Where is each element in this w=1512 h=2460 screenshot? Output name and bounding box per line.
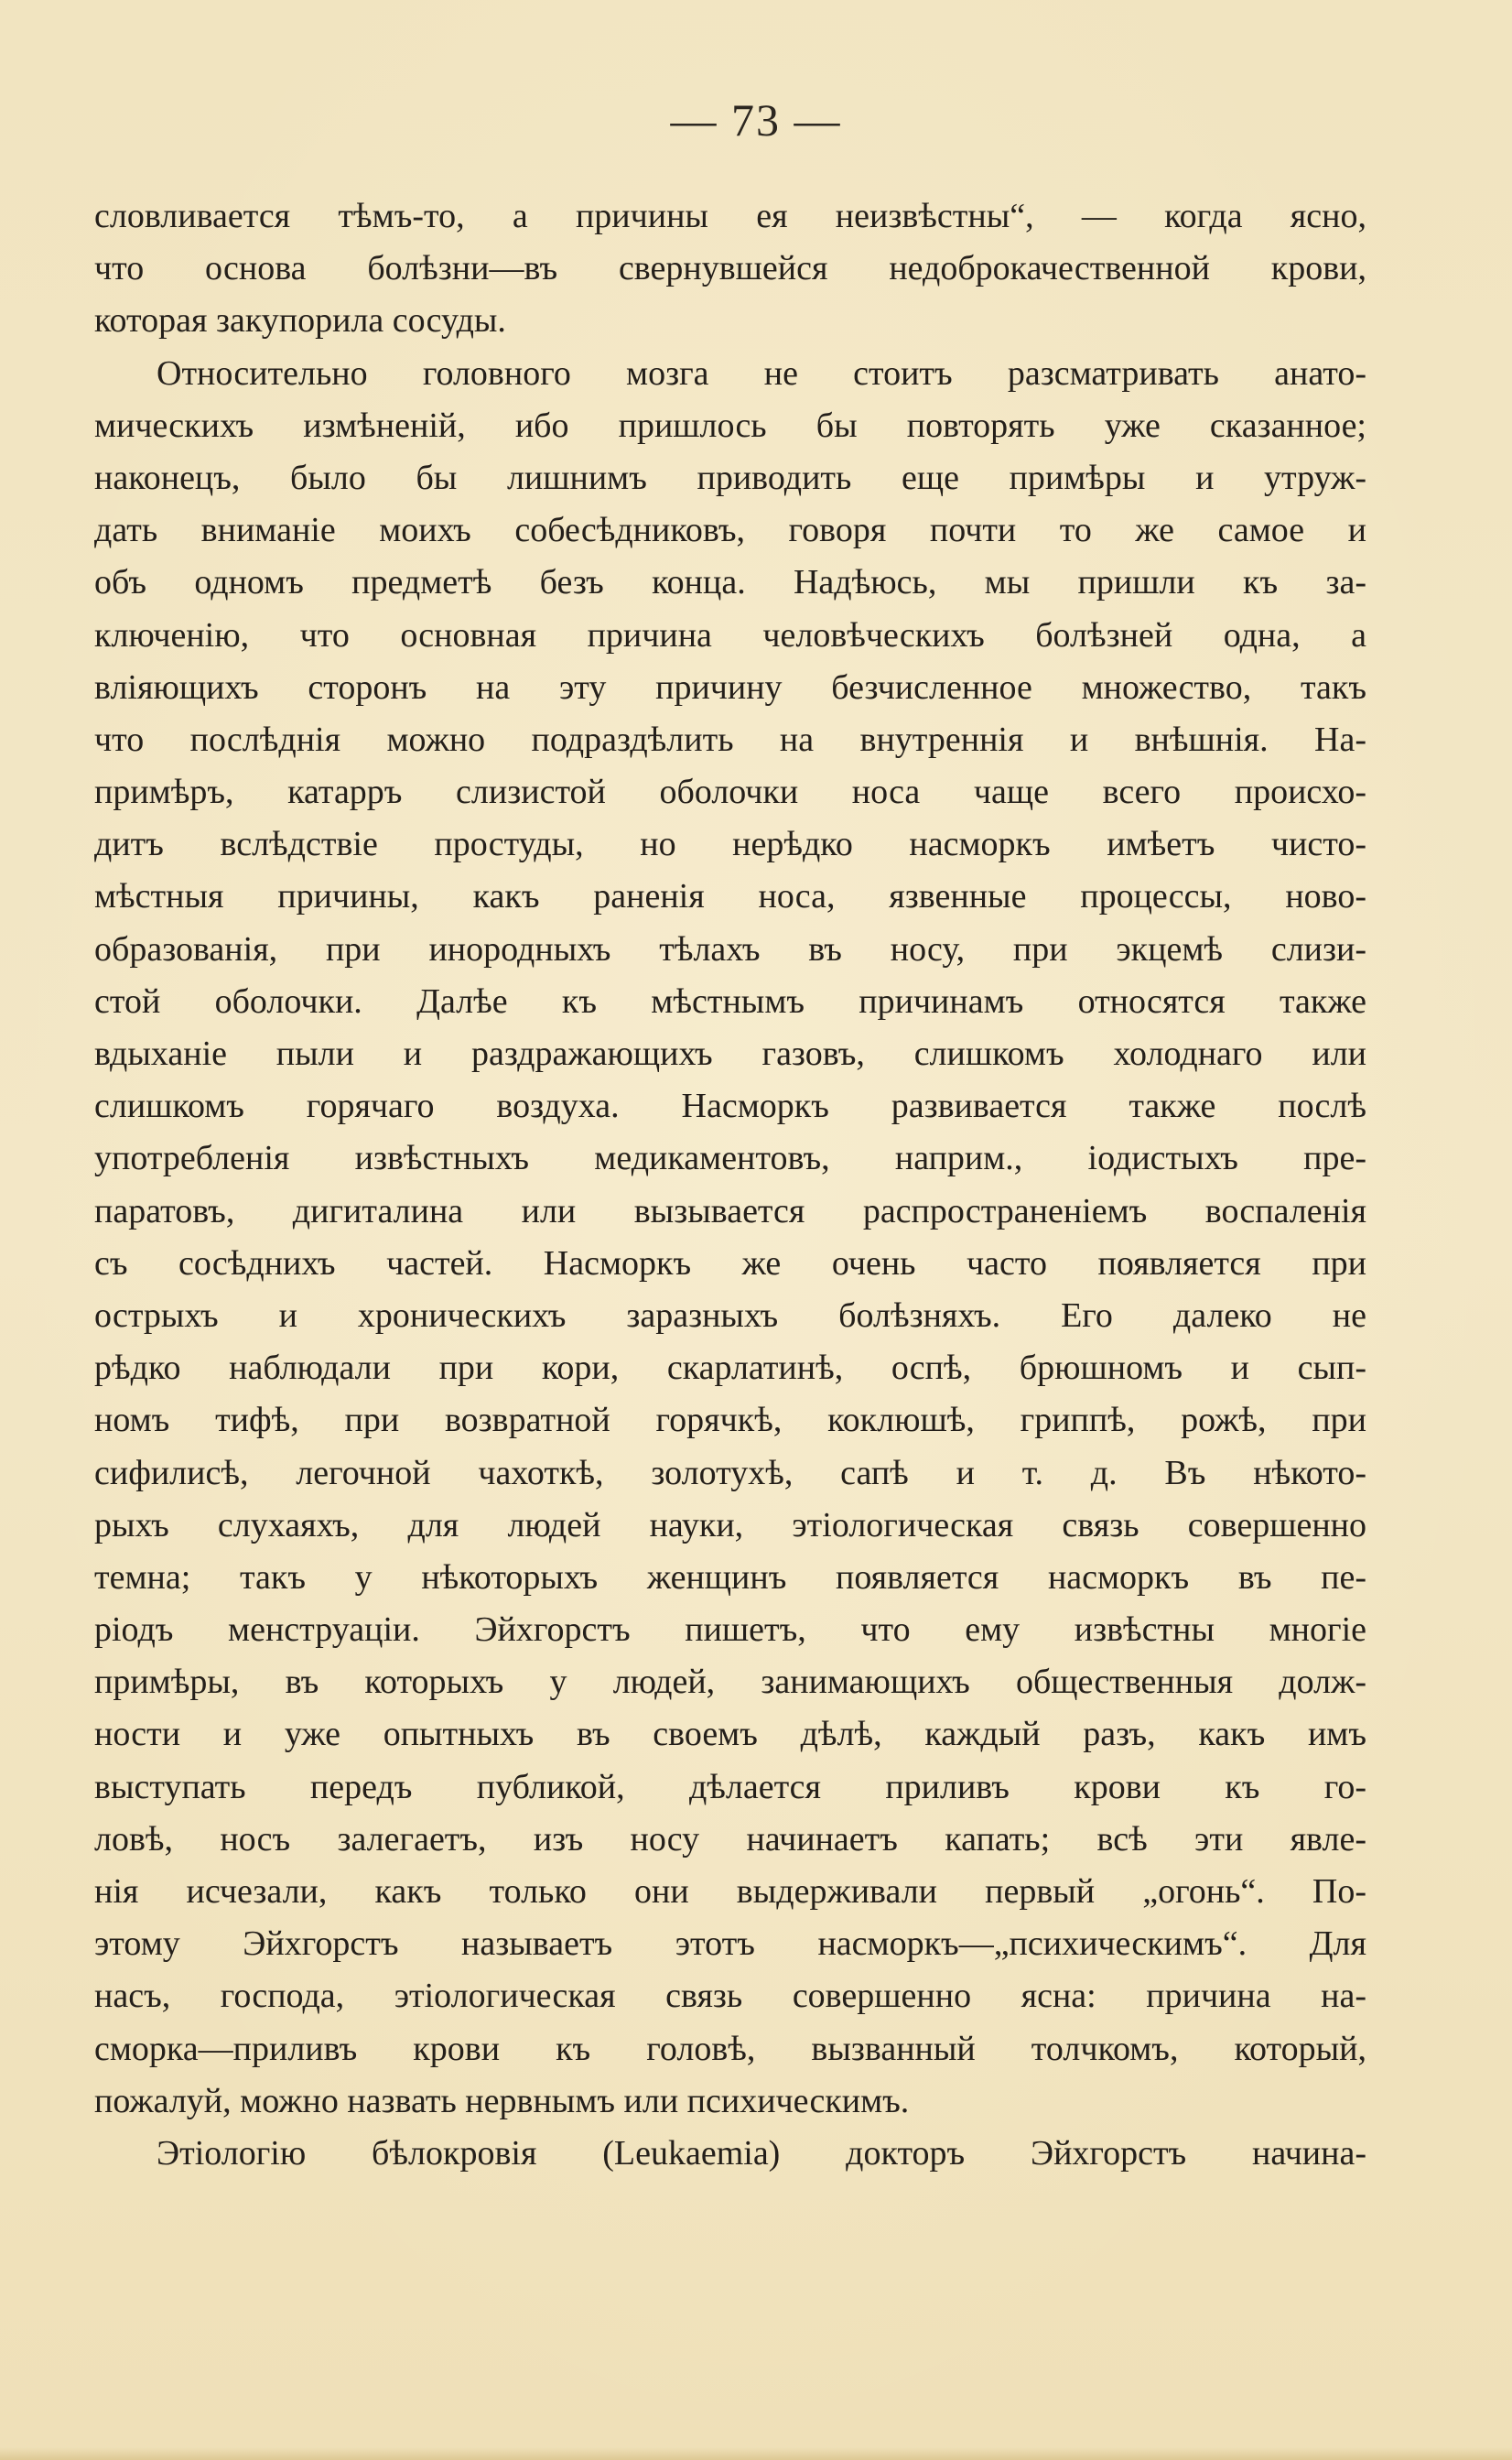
text-line: номъ тифѣ, при возвратной горячкѣ, коклюшѣ, гриппѣ, рожѣ, при bbox=[94, 1401, 1366, 1440]
text-line: этому Эйхгорстъ называетъ этотъ насморкъ—„психическимъ“. Для bbox=[94, 1924, 1366, 1964]
text-line: примѣръ, катарръ слизистой оболочки носа чаще всего происхо- bbox=[94, 773, 1366, 812]
text-line: рѣдко наблюдали при кори, скарлатинѣ, оспѣ, брюшномъ и сып- bbox=[94, 1349, 1366, 1388]
text-line: Относительно головного мозга не стоитъ разсматривать анато- bbox=[157, 353, 1366, 393]
text-line: что основа болѣзни—въ свернувшейся недоброкачественной крови, bbox=[94, 249, 1366, 288]
text-line: вдыханіе пыли и раздражающихъ газовъ, слишкомъ холоднаго или bbox=[94, 1035, 1366, 1073]
text-line: примѣры, въ которыхъ у людей, занимающихъ общественныя долж- bbox=[94, 1663, 1366, 1702]
text-line: насъ, господа, этіологическая связь совершенно ясна: причина на- bbox=[94, 1977, 1366, 2016]
text-line: съ сосѣднихъ частей. Насморкъ же очень часто появляется при bbox=[94, 1243, 1366, 1283]
text-line: рыхъ слухаяхъ, для людей науки, этіологическая связь совершенно bbox=[94, 1505, 1366, 1544]
text-line: объ одномъ предметѣ безъ конца. Надѣюсь, мы пришли къ за- bbox=[94, 563, 1366, 602]
page-edge bbox=[0, 2447, 1512, 2460]
text-line: ріодъ менструаціи. Эйхгорстъ пишетъ, что ему извѣстны многіе bbox=[94, 1610, 1366, 1650]
text-line: сморка—приливъ крови къ головѣ, вызванный толчкомъ, который, bbox=[94, 2029, 1366, 2068]
body-text bbox=[94, 190, 1366, 2180]
text-line: выступать передъ публикой, дѣлается приливъ крови къ го- bbox=[94, 1767, 1366, 1806]
text-line: дитъ вслѣдствіе простуды, но нерѣдко насморкъ имѣетъ чисто- bbox=[94, 825, 1366, 864]
text-line: ключенію, что основная причина человѣческихъ болѣзней одна, а bbox=[94, 615, 1366, 655]
text-line: словливается тѣмъ-то, а причины ея неизвѣстны“, — когда ясно, bbox=[94, 197, 1366, 235]
page-number: — 73 — bbox=[670, 94, 842, 146]
text-line: пожалуй, можно назвать нервнымъ или психическимъ. bbox=[94, 2081, 910, 2120]
text-line: употребленія извѣстныхъ медикаментовъ, наприм., іодистыхъ пре- bbox=[94, 1139, 1366, 1178]
text-line: слишкомъ горячаго воздуха. Насморкъ развивается также послѣ bbox=[94, 1087, 1366, 1126]
text-line: что послѣднія можно подраздѣлить на внутреннія и внѣшнія. На- bbox=[94, 720, 1366, 759]
text-line: дать вниманіе моихъ собесѣдниковъ, говоря почти то же самое и bbox=[94, 511, 1366, 550]
text-line: паратовъ, дигиталина или вызывается распространеніемъ воспаленія bbox=[94, 1191, 1366, 1230]
text-line: Этіологію бѣлокровія (Leukaemia) докторъ Эйхгорстъ начина- bbox=[157, 2133, 1366, 2173]
text-line: темна; такъ у нѣкоторыхъ женщинъ появляется насморкъ въ пе- bbox=[94, 1557, 1366, 1597]
text-line: вліяющихъ сторонъ на эту причину безчисленное множество, такъ bbox=[94, 667, 1366, 707]
text-line: нія исчезали, какъ только они выдерживали первый „огонь“. По- bbox=[94, 1872, 1366, 1911]
text-line: мическихъ измѣненій, ибо пришлось бы повторять уже сказанное; bbox=[94, 406, 1366, 445]
text-line: наконецъ, было бы лишнимъ приводить еще примѣры и утруж- bbox=[94, 458, 1366, 497]
text-line: острыхъ и хроническихъ заразныхъ болѣзняхъ. Его далеко не bbox=[94, 1295, 1366, 1335]
text-line: которая закупорила сосуды. bbox=[94, 301, 506, 341]
text-line: ловѣ, носъ залегаетъ, изъ носу начинаетъ капать; всѣ эти явле- bbox=[94, 1819, 1366, 1859]
text-line: сифилисѣ, легочной чахоткѣ, золотухѣ, сапѣ и т. д. Въ нѣкото- bbox=[94, 1453, 1366, 1492]
text-line: образованія, при инородныхъ тѣлахъ въ носу, при экцемѣ слизи- bbox=[94, 929, 1366, 969]
text-line: мѣстныя причины, какъ раненія носа, язвенные процессы, ново- bbox=[94, 877, 1366, 916]
text-line: стой оболочки. Далѣе къ мѣстнымъ причинамъ относятся также bbox=[94, 981, 1366, 1021]
text-line: ности и уже опытныхъ въ своемъ дѣлѣ, каждый разъ, какъ имъ bbox=[94, 1715, 1366, 1754]
